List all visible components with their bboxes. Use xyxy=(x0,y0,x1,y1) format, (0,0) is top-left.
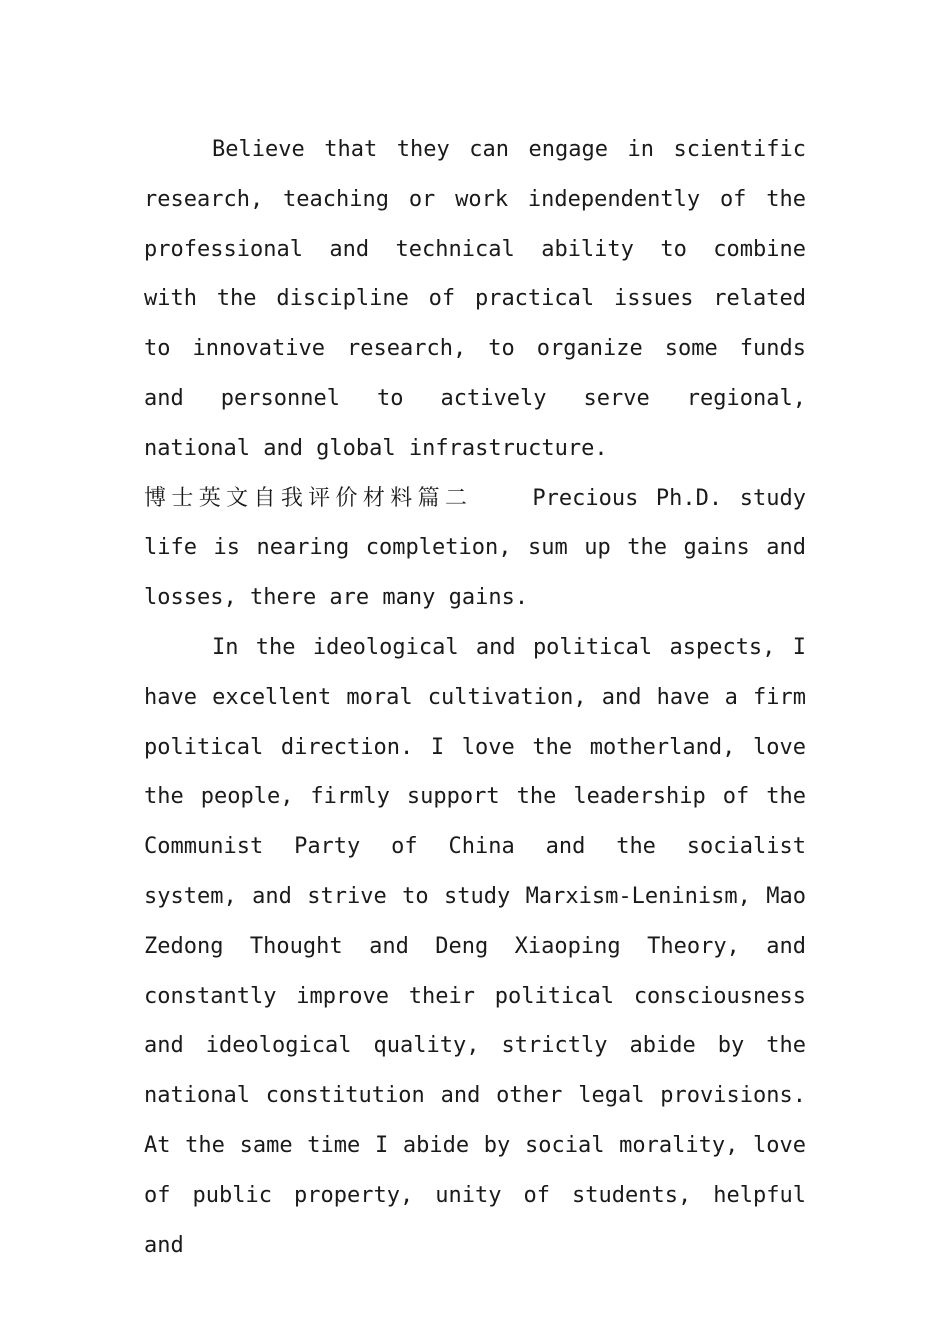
paragraph-research-ability: Believe that they can engage in scientific research, teaching or work independently of the professional and technical ability to combine with the discipline of practical issues related to innovative research, to organize some funds and personnel to actively serve regional, national and global infrastructure. xyxy=(144,137,806,461)
document-body xyxy=(144,125,806,1270)
section-heading: 博士英文自我评价材料篇二 xyxy=(144,485,473,511)
section-two-paragraph xyxy=(144,474,806,623)
paragraph-ideological-political: In the ideological and political aspects, I have excellent moral cultivation, and have a firm political direction. I love the motherland, love the people, firmly support the leadership of the Communist Party of China and the socialist system, and strive to study Marxism-Leninism, Mao Zedong Thought and Deng Xiaoping Theory, and constantly improve their political consciousness and ideological quality, strictly abide by the national constitution and other legal provisions. At the same time I abide by social morality, love of public property, unity of students, helpful and xyxy=(144,634,806,1258)
paragraph-study-life: Precious Ph.D. study life is nearing completion, sum up the gains and losses, there are many gains. xyxy=(144,485,806,611)
